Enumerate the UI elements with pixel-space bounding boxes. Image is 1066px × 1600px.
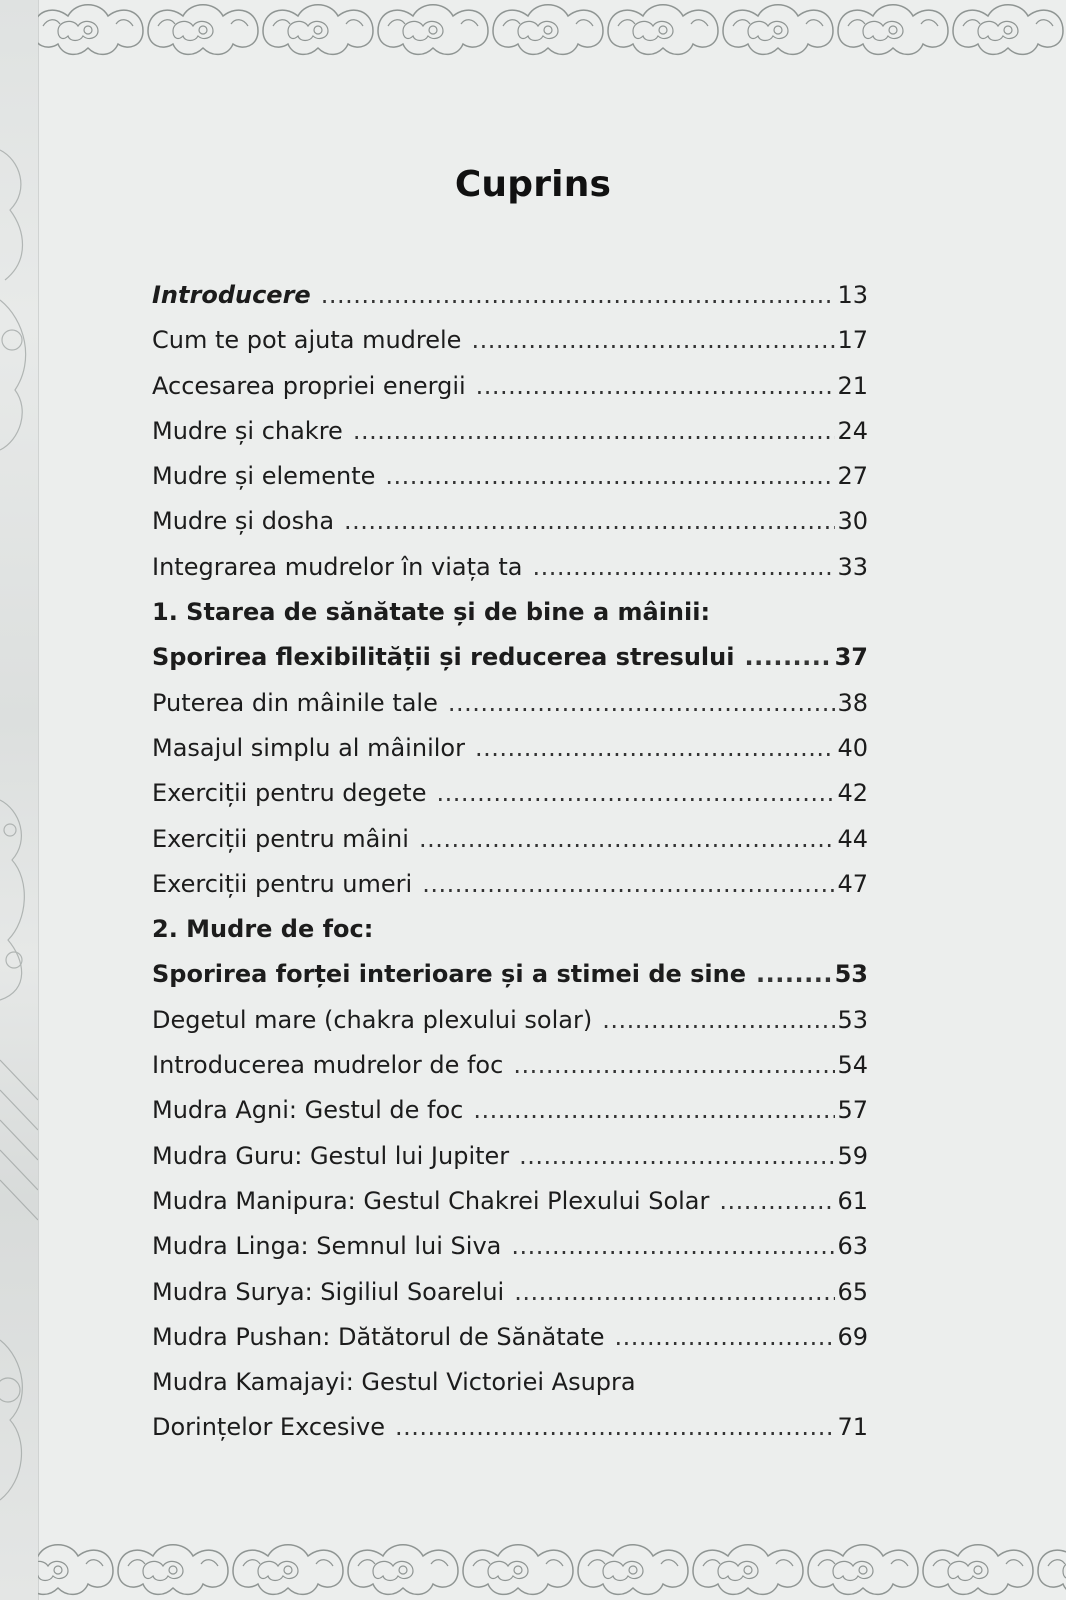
toc-entry-label: Sporirea forței interioare și a stimei de sine (152, 960, 747, 989)
toc-entry-label: Exerciții pentru degete (152, 779, 427, 808)
toc-leader-dots (602, 998, 835, 1043)
toc-entry-page-number: 71 (837, 1413, 868, 1442)
toc-entry-label: Dorințelor Excesive (152, 1413, 385, 1442)
toc-entry-page-number: 13 (837, 281, 868, 309)
toc-leader-dots (321, 273, 836, 318)
toc-entry (152, 726, 868, 771)
toc-entry-page-number: 40 (837, 733, 868, 762)
toc-entry (152, 635, 868, 680)
toc-entry-label: Mudre și chakre (152, 416, 343, 445)
toc-entry (152, 1360, 868, 1405)
toc-entry-label: Mudra Kamajayi: Gestul Victoriei Asupra (152, 1368, 636, 1397)
toc-entry (152, 1224, 868, 1269)
toc-entry-label: Mudra Pushan: Dătătorul de Sănătate (152, 1322, 605, 1351)
toc-entry-page-number: 57 (837, 1096, 868, 1125)
toc-entry-label: Degetul mare (chakra plexului solar) (152, 1005, 593, 1034)
toc-entry-page-number: 53 (834, 960, 868, 989)
toc-entry-label: Mudra Manipura: Gestul Chakrei Plexului Solar (152, 1186, 710, 1215)
toc-entry-page-number: 69 (837, 1322, 868, 1351)
toc-entry-page-number: 17 (837, 326, 868, 355)
toc-leader-dots (353, 409, 836, 454)
toc-entry-page-number: 65 (837, 1277, 868, 1306)
floral-ornament-icon (0, 0, 38, 1600)
toc-entry-page-number: 37 (834, 643, 868, 672)
toc-entry-page-number: 42 (837, 779, 868, 808)
toc-leader-dots (436, 771, 835, 816)
toc-entry (152, 771, 868, 816)
toc-leader-dots (744, 635, 832, 680)
toc-entry-label: Cum te pot ajuta mudrele (152, 326, 462, 355)
toc-entry-label: 1. Starea de sănătate și de bine a mâinii: (152, 598, 711, 627)
toc-entry (152, 364, 868, 409)
toc-entry-page-number: 24 (837, 416, 868, 445)
table-of-contents (152, 273, 868, 1451)
toc-leader-dots (719, 1179, 835, 1224)
toc-entry-label: Introducere (152, 281, 311, 309)
toc-entry (152, 499, 868, 544)
toc-leader-dots (471, 318, 835, 363)
toc-entry-label: Mudre și elemente (152, 462, 376, 491)
toc-entry-label: Mudra Linga: Semnul lui Siva (152, 1232, 502, 1261)
page-title: Cuprins (454, 164, 612, 206)
toc-entry (152, 273, 868, 318)
toc-entry-page-number: 33 (837, 552, 868, 581)
toc-entry (152, 545, 868, 590)
toc-entry-page-number: 44 (837, 824, 868, 853)
toc-entry (152, 590, 868, 635)
toc-leader-dots (344, 499, 835, 544)
toc-entry (152, 817, 868, 862)
toc-entry (152, 681, 868, 726)
toc-leader-dots (476, 364, 836, 409)
toc-entry (152, 1043, 868, 1088)
toc-entry-page-number: 54 (837, 1051, 868, 1080)
toc-leader-dots (532, 545, 835, 590)
toc-entry-label: Integrarea mudrelor în viața ta (152, 552, 523, 581)
toc-entry (152, 952, 868, 997)
toc-entry-page-number: 30 (837, 507, 868, 536)
toc-entry-label: Puterea din mâinile tale (152, 688, 438, 717)
toc-leader-dots (511, 1224, 835, 1269)
toc-entry-page-number: 38 (837, 688, 868, 717)
toc-entry-page-number: 61 (837, 1186, 868, 1215)
toc-entry-label: Mudra Guru: Gestul lui Jupiter (152, 1141, 510, 1170)
toc-leader-dots (395, 1405, 835, 1450)
toc-entry (152, 454, 868, 499)
toc-entry (152, 1088, 868, 1133)
toc-leader-dots (475, 726, 836, 771)
toc-entry (152, 862, 868, 907)
toc-leader-dots (448, 681, 836, 726)
toc-entry-label: Mudra Agni: Gestul de foc (152, 1096, 464, 1125)
toc-entry-page-number: 27 (837, 462, 868, 491)
toc-entry-label: Mudra Surya: Sigiliul Soarelui (152, 1277, 505, 1306)
toc-entry (152, 998, 868, 1043)
cloud-scroll-ornament-icon (38, 1528, 1066, 1600)
toc-entry (152, 1179, 868, 1224)
toc-entry-page-number: 63 (837, 1232, 868, 1261)
toc-leader-dots (385, 454, 835, 499)
cloud-scroll-ornament-icon (38, 0, 1066, 62)
toc-leader-dots (473, 1088, 835, 1133)
toc-entry-label: Sporirea flexibilității și reducerea stresului (152, 643, 735, 672)
toc-entry-page-number: 47 (837, 869, 868, 898)
toc-entry (152, 907, 868, 952)
toc-leader-dots (756, 952, 833, 997)
toc-leader-dots (519, 1134, 835, 1179)
toc-entry-label: Masajul simplu al mâinilor (152, 733, 465, 762)
bottom-ornamental-border (38, 1528, 1066, 1600)
side-illustration-strip (0, 0, 39, 1600)
toc-entry-page-number: 21 (837, 371, 868, 400)
toc-entry-label: 2. Mudre de foc: (152, 915, 374, 944)
toc-entry (152, 1134, 868, 1179)
toc-leader-dots (419, 817, 836, 862)
toc-entry-label: Accesarea propriei energii (152, 371, 466, 400)
toc-entry-label: Exerciții pentru mâini (152, 824, 409, 853)
toc-entry-label: Mudre și dosha (152, 507, 335, 536)
toc-entry (152, 409, 868, 454)
top-ornamental-border (38, 0, 1066, 62)
toc-entry (152, 1315, 868, 1360)
toc-leader-dots (615, 1315, 836, 1360)
toc-entry (152, 318, 868, 363)
toc-leader-dots (514, 1270, 835, 1315)
toc-entry (152, 1405, 868, 1450)
toc-entry-label: Introducerea mudrelor de foc (152, 1051, 504, 1080)
toc-leader-dots (513, 1043, 835, 1088)
toc-leader-dots (422, 862, 835, 907)
toc-entry (152, 1270, 868, 1315)
toc-entry-page-number: 53 (837, 1005, 868, 1034)
toc-entry-page-number: 59 (837, 1141, 868, 1170)
toc-entry-label: Exerciții pentru umeri (152, 869, 413, 898)
